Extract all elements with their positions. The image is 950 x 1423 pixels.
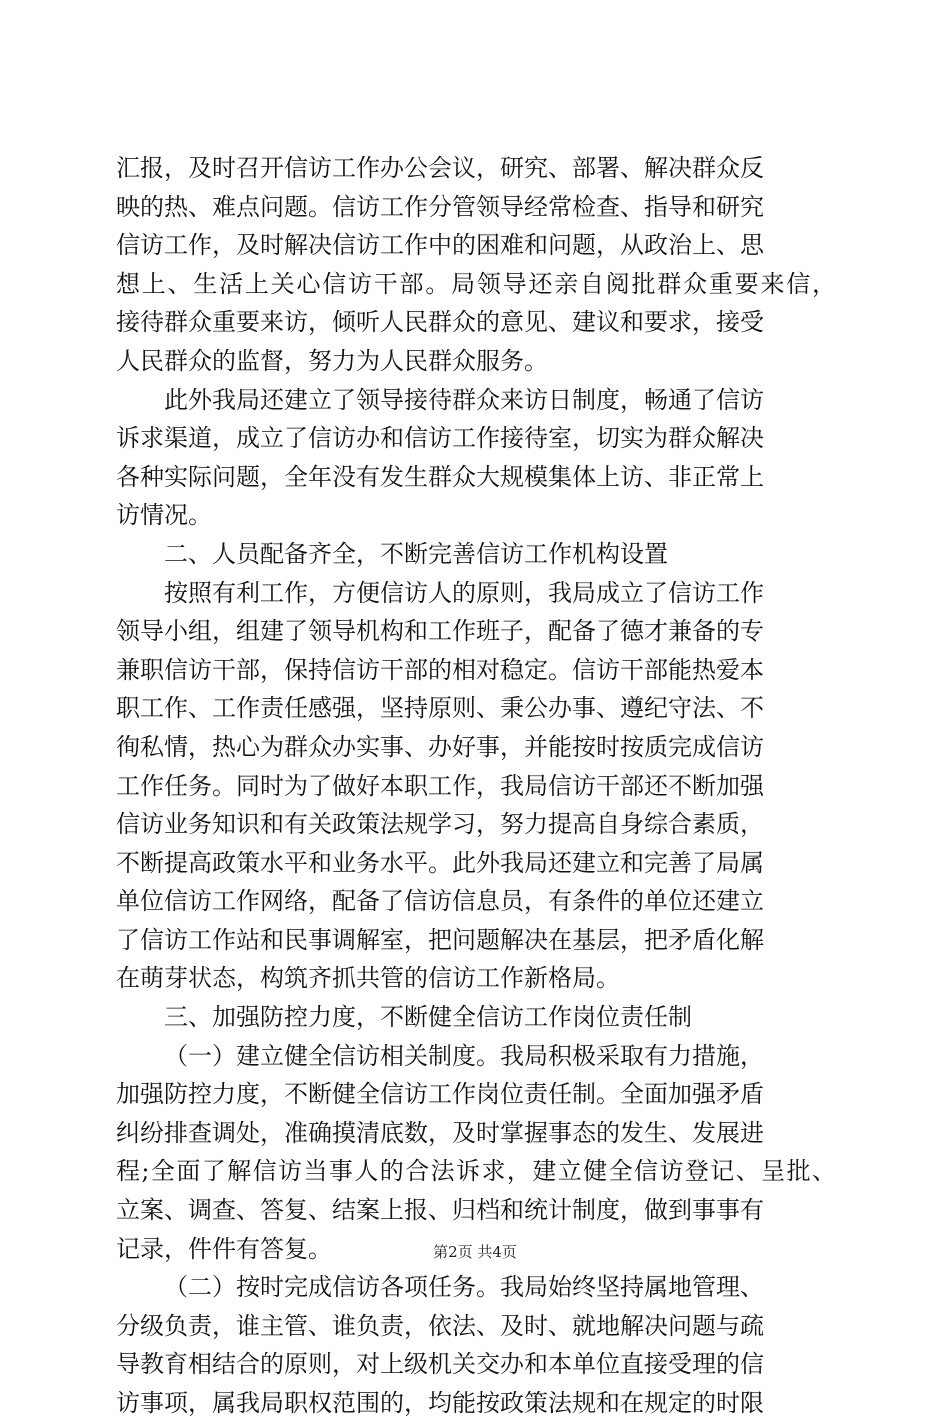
text-line: 诉求渠道，成立了信访办和信访工作接待室，切实为群众解决 <box>116 424 764 453</box>
text-line: 兼职信访干部，保持信访干部的相对稳定。信访干部能热爱本 <box>116 655 764 684</box>
text-line: 分级负责，谁主管、谁负责，依法、及时、就地解决问题与疏 <box>116 1311 764 1340</box>
text-line: 记录，件件有答复。 <box>116 1234 332 1263</box>
text-line: 徇私情，热心为群众办实事、办好事，并能按时按质完成信访 <box>116 732 764 761</box>
text-line: 了信访工作站和民事调解室，把问题解决在基层，把矛盾化解 <box>116 925 764 954</box>
text-line: 单位信访工作网络，配备了信访信息员，有条件的单位还建立 <box>116 887 764 916</box>
text-line: 加强防控力度，不断健全信访工作岗位责任制。全面加强矛盾 <box>116 1080 764 1109</box>
text-line: 不断提高政策水平和业务水平。此外我局还建立和完善了局属 <box>116 848 764 877</box>
text-line: 映的热、难点问题。信访工作分管领导经常检查、指导和研究 <box>116 192 764 221</box>
text-line: 访情况。 <box>116 501 212 530</box>
text-line: 纠纷排查调处，准确摸清底数，及时掌握事态的发生、发展进 <box>116 1118 764 1147</box>
text-line: 想上、生活上关心信访干部。局领导还亲自阅批群众重要来信， <box>116 269 838 298</box>
text-line: （二）按时完成信访各项任务。我局始终坚持属地管理、 <box>164 1273 764 1302</box>
text-line: 接待群众重要来访，倾听人民群众的意见、建议和要求，接受 <box>116 308 764 337</box>
text-line: 导教育相结合的原则，对上级机关交办和本单位直接受理的信 <box>116 1350 764 1379</box>
text-line: 立案、调查、答复、结案上报、归档和统计制度，做到事事有 <box>116 1196 764 1225</box>
text-line: 信访业务知识和有关政策法规学习，努力提高自身综合素质， <box>116 810 764 839</box>
text-line: 信访工作，及时解决信访工作中的困难和问题，从政治上、思 <box>116 231 764 260</box>
text-line: （一）建立健全信访相关制度。我局积极采取有力措施， <box>164 1041 764 1070</box>
text-line: 三、加强防控力度，不断健全信访工作岗位责任制 <box>164 1003 692 1032</box>
text-line: 工作任务。同时为了做好本职工作，我局信访干部还不断加强 <box>116 771 764 800</box>
text-line: 在萌芽状态，构筑齐抓共管的信访工作新格局。 <box>116 964 620 993</box>
text-line: 人民群众的监督，努力为人民群众服务。 <box>116 346 548 375</box>
text-line: 汇报，及时召开信访工作办公会议，研究、部署、解决群众反 <box>116 154 764 182</box>
text-line: 职工作、工作责任感强，坚持原则、秉公办事、遵纪守法、不 <box>116 694 764 723</box>
document-body <box>116 149 836 1423</box>
page-footer: 第2页 共4页 <box>433 1243 517 1261</box>
text-line: 访事项，属我局职权范围的，均能按政策法规和在规定的时限 <box>116 1389 764 1417</box>
text-line: 此外我局还建立了领导接待群众来访日制度，畅通了信访 <box>164 385 764 414</box>
text-line: 各种实际问题，全年没有发生群众大规模集体上访、非正常上 <box>116 462 764 491</box>
text-line: 程;全面了解信访当事人的合法诉求，建立健全信访登记、呈批、 <box>116 1157 838 1186</box>
text-line: 按照有利工作，方便信访人的原则，我局成立了信访工作 <box>164 578 764 607</box>
text-line: 二、人员配备齐全，不断完善信访工作机构设置 <box>164 539 668 568</box>
text-line: 领导小组，组建了领导机构和工作班子，配备了德才兼备的专 <box>116 617 764 646</box>
